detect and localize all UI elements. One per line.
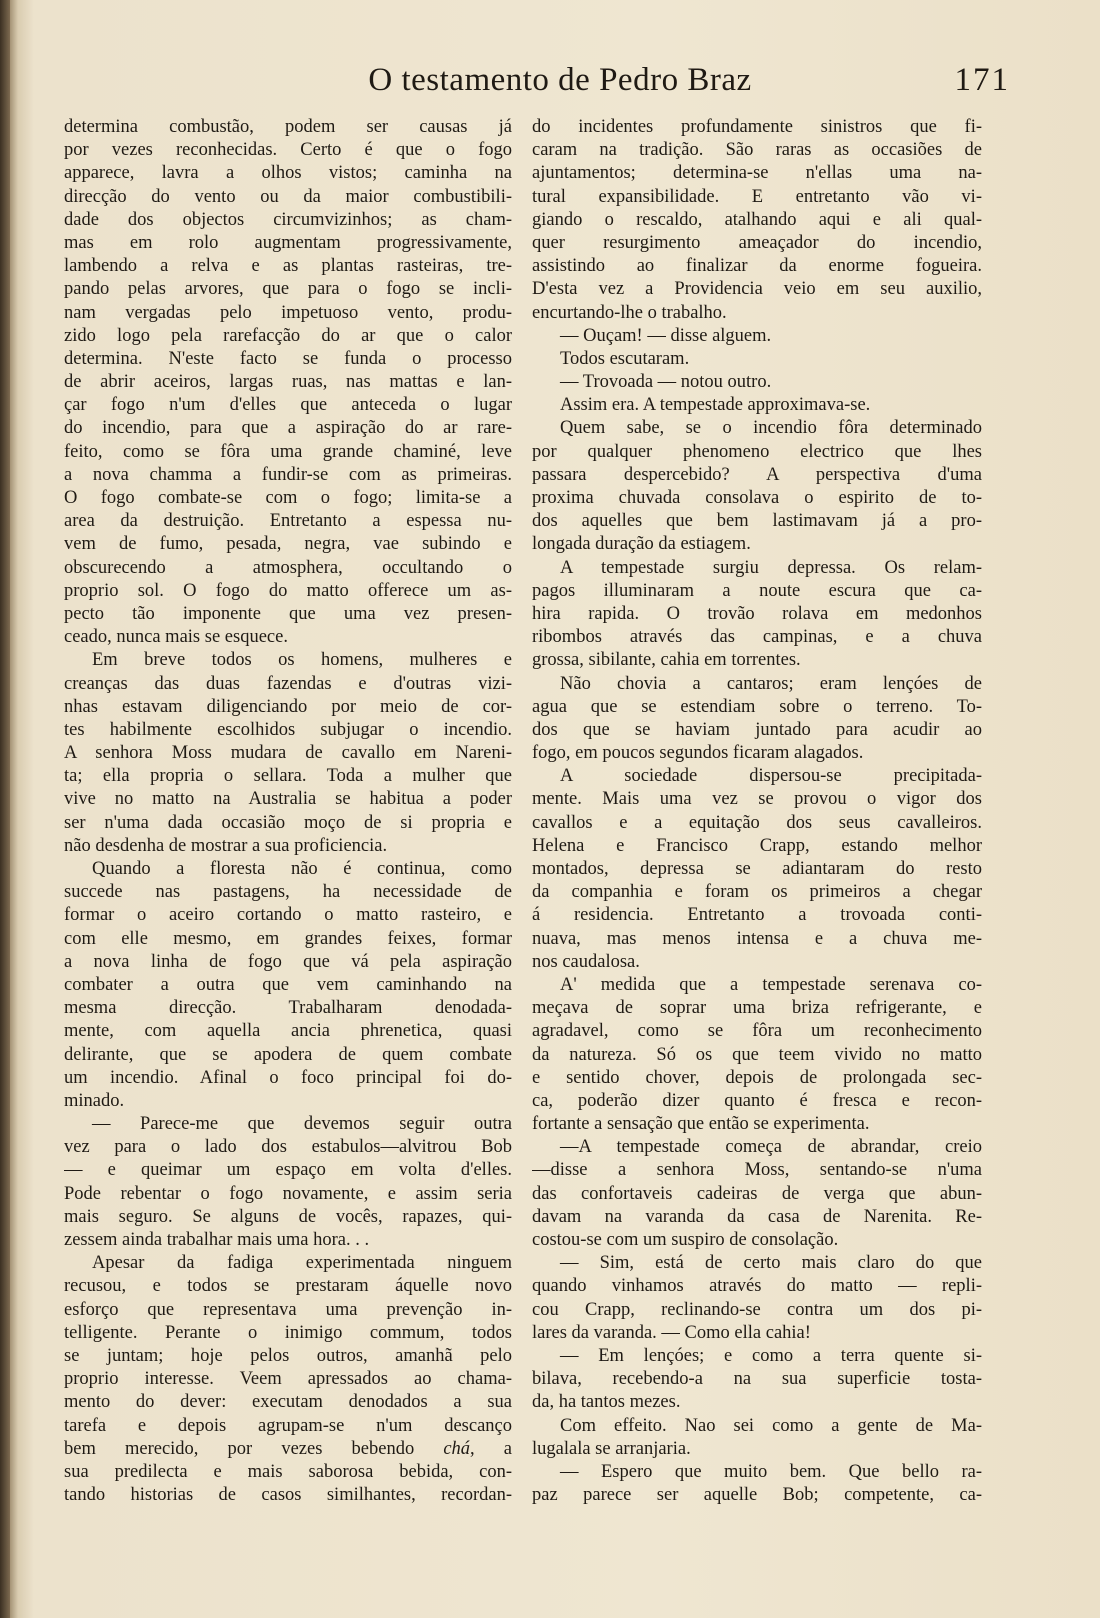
text-line: determina. N'este facto se funda o processo <box>64 348 512 369</box>
text-line: — Espero que muito bem. Que bello ra- <box>560 1461 982 1482</box>
text-line: lugalala se arranjaria. <box>532 1438 691 1459</box>
text-line: Pode rebentar o fogo novamente, e assim seria <box>64 1183 512 1204</box>
text-line: A senhora Moss mudara de cavallo em Nareni- <box>64 743 512 764</box>
text-line: feito, como se fôra uma grande chaminé, leve <box>64 441 512 462</box>
text-line: agradavel, como se fôra um reconhecimento <box>532 1021 982 1042</box>
text-line: D'esta vez a Providencia veio em seu auxilio, <box>532 279 982 300</box>
text-line: — Parece-me que devemos seguir outra <box>92 1114 512 1135</box>
text-line: nhas estavam diligenciando por meio de cor- <box>64 696 512 717</box>
text-line: succede nas pastagens, ha necessidade de <box>64 882 512 903</box>
text-line: ribombos através das campinas, e a chuva <box>532 627 982 648</box>
text-line: nos caudalosa. <box>532 951 640 972</box>
text-line: delirante, que se apodera de quem combate <box>64 1044 512 1065</box>
text-line: Apesar da fadiga experimentada ninguem <box>92 1253 512 1274</box>
text-line: da natureza. Só os que teem vivido no matto <box>532 1044 982 1065</box>
text-line: ca, poderão dizer quanto é fresca e recon- <box>532 1090 982 1111</box>
text-line: Todos escutaram. <box>560 348 690 369</box>
text-line: ajuntamentos; determina-se n'ellas uma na- <box>532 163 982 184</box>
text-line: dos aquelles que bem lastimavam já a pro- <box>532 511 982 532</box>
text-line: mento do dever: executam denodados a sua <box>64 1392 512 1413</box>
text-line: encurtando-lhe o trabalho. <box>532 302 727 323</box>
text-line: nuava, mas menos intensa e a chuva me- <box>532 928 982 949</box>
text-line: bem merecido, por vezes bebendo chá, a <box>64 1438 512 1459</box>
text-line: ceado, nunca mais se esquece. <box>64 627 288 648</box>
text-line: de abrir aceiros, largas ruas, nas mattas e lan- <box>64 372 512 393</box>
text-line: A tempestade surgiu depressa. Os relam- <box>560 557 982 578</box>
text-line: á residencia. Entretanto a trovoada conti- <box>532 905 982 926</box>
text-line: lambendo a relva e as plantas rasteiras, tre- <box>64 256 512 277</box>
text-line: sua predilecta e mais saborosa bebida, con- <box>64 1461 512 1482</box>
text-line: nam vergadas pelo impetuoso vento, produ- <box>64 302 512 323</box>
text-line: por qualquer phenomeno electrico que lhes <box>532 441 982 462</box>
text-line: formar o aceiro cortando o matto rasteiro, e <box>64 905 512 926</box>
text-line: Assim era. A tempestade approximava-se. <box>560 395 871 416</box>
text-line: Helena e Francisco Crapp, estando melhor <box>532 835 982 856</box>
text-line: fogo, em poucos segundos ficaram alagados. <box>532 743 864 764</box>
text-line: proxima chuvada consolava o espirito de to- <box>532 488 982 508</box>
text-line: vive no matto na Australia se habitua a poder <box>64 789 512 810</box>
text-line: ta; ella propria o sellara. Toda a mulher que <box>64 766 512 787</box>
text-line: passara despercebido? A perspectiva d'uma <box>532 464 982 485</box>
text-line: paz parece ser aquelle Bob; competente, ca- <box>532 1485 982 1506</box>
text-line: bilava, recebendo-a na sua superficie tosta- <box>532 1369 982 1390</box>
text-line: direcção do vento ou da maior combustibili- <box>64 186 512 207</box>
text-line: grossa, sibilante, cahia em torrentes. <box>532 650 801 671</box>
text-line: proprio interesse. Veem apressados ao chama- <box>64 1369 512 1390</box>
text-line: vez para o lado dos estabulos—alvitrou Bob <box>64 1137 512 1158</box>
text-line: combater a outra que vem caminhando na <box>64 974 512 995</box>
text-line: proprio sol. O fogo do matto offerece um as- <box>64 580 512 601</box>
text-line: —A tempestade começa de abrandar, creio <box>560 1137 982 1158</box>
text-line: caram na tradição. São raras as occasiões de <box>532 140 982 161</box>
text-line: determina combustão, podem ser causas já <box>64 117 512 137</box>
text-line: mente, com aquella ancia phrenetica, quasi <box>64 1021 512 1042</box>
text-line: —disse a senhora Moss, sentando-se n'uma <box>532 1160 982 1181</box>
text-line: a nova chamma a fundir-se com as primeiras. <box>64 464 512 485</box>
text-line: giando o rescaldo, atalhando aqui e ali qual- <box>532 209 982 230</box>
text-line: não desdenha de mostrar a sua proficiencia. <box>64 835 388 856</box>
book-spine-edge <box>0 0 10 1618</box>
page-number: 171 <box>954 62 1010 98</box>
text-line: mas em rolo augmentam progressivamente, <box>64 232 512 253</box>
text-line: Quando a floresta não é continua, como <box>92 859 512 879</box>
text-line: das confortaveis cadeiras de verga que abun- <box>532 1183 982 1204</box>
right-text-column <box>532 116 982 1507</box>
text-line: Em breve todos os homens, mulheres e <box>92 650 512 671</box>
page-header <box>60 62 1060 112</box>
text-line: — Em lençóes; e como a terra quente si- <box>560 1345 982 1366</box>
text-line: esforço que representava uma prevenção in- <box>64 1299 512 1320</box>
text-line: quer resurgimento ameaçador do incendio, <box>532 232 982 253</box>
text-line: Quem sabe, se o incendio fôra determinado <box>560 418 982 439</box>
text-line: com elle mesmo, em grandes feixes, formar <box>64 928 512 949</box>
text-line: obscurecendo a atmosphera, occultando o <box>64 557 512 578</box>
text-line: fortante a sensação que então se experimenta. <box>532 1114 870 1135</box>
text-line: çar fogo n'um d'elles que anteceda o lugar <box>64 395 512 416</box>
text-line: mais seguro. Se alguns de vocês, rapazes, qui- <box>64 1206 512 1227</box>
text-line: mesma direcção. Trabalharam denodada- <box>64 998 512 1019</box>
text-line: tes habilmente escolhidos subjugar o incendio. <box>64 719 512 740</box>
text-line: e sentido chover, depois de prolongada sec- <box>532 1067 982 1088</box>
text-line: telligente. Perante o inimigo commum, todos <box>64 1322 512 1343</box>
text-line: — Trovoada — notou outro. <box>560 372 772 393</box>
text-line: creanças das duas fazendas e d'outras vizi- <box>64 673 512 694</box>
italic-word: chá <box>443 1438 471 1459</box>
text-line: agua que se estendiam sobre o terreno. To- <box>532 696 982 717</box>
text-line: A' medida que a tempestade serenava co- <box>560 974 982 995</box>
text-line: hira rapida. O trovão rolava em medonhos <box>532 603 982 624</box>
text-line: assistindo ao finalizar da enorme fogueira. <box>532 256 982 277</box>
text-line: por vezes reconhecidas. Certo é que o fogo <box>64 140 512 161</box>
text-line: — Sim, está de certo mais claro do que <box>560 1253 982 1274</box>
text-line: — Ouçam! — disse alguem. <box>560 325 772 346</box>
text-line: zessem ainda trabalhar mais uma hora. . . <box>64 1230 370 1250</box>
text-line: tural expansibilidade. E entretanto vão vi- <box>532 186 982 207</box>
text-line: mente. Mais uma vez se provou o vigor dos <box>532 789 982 810</box>
text-line: um incendio. Afinal o foco principal foi do- <box>64 1067 512 1088</box>
text-line: — e queimar um espaço em volta d'elles. <box>64 1160 512 1181</box>
text-line: O fogo combate-se com o fogo; limita-se a <box>64 488 512 508</box>
text-line: quando vinhamos através do matto — repli- <box>532 1276 982 1297</box>
text-line: zido logo pela rarefacção do ar que o calor <box>64 325 512 346</box>
text-line: minado. <box>64 1090 125 1111</box>
text-line: davam na varanda da casa de Narenita. Re- <box>532 1206 982 1227</box>
text-line: dos que se haviam juntado para acudir ao <box>532 719 982 740</box>
text-line: do incendio, para que a aspiração do ar rare- <box>64 418 512 439</box>
text-line: do incidentes profundamente sinistros que fi- <box>532 117 982 137</box>
text-line: cou Crapp, reclinando-se contra um dos pi- <box>532 1299 982 1320</box>
text-line: Com effeito. Nao sei como a gente de Ma- <box>560 1415 982 1436</box>
text-line: vem de fumo, pesada, negra, vae subindo e <box>64 534 512 555</box>
text-line: tando historias de casos similhantes, recordan- <box>64 1485 512 1506</box>
text-line: pecto tão imponente que uma vez presen- <box>64 603 512 624</box>
text-line: apparece, lavra a olhos vistos; caminha na <box>64 163 512 184</box>
text-line: da companhia e foram os primeiros a chegar <box>532 882 982 903</box>
text-line: a nova linha de fogo que vá pela aspiração <box>64 951 512 972</box>
text-line: cavallos e a equitação dos seus cavalleiros. <box>532 812 982 833</box>
text-line: dade dos objectos circumvizinhos; as cham- <box>64 209 512 230</box>
text-line: longada duração da estiagem. <box>532 534 751 555</box>
text-line: meçava de soprar uma briza refrigerante, e <box>532 998 982 1019</box>
text-line: da, ha tantos mezes. <box>532 1392 681 1413</box>
running-title: O testamento de Pedro Braz <box>368 62 752 98</box>
text-line: area da destruição. Entretanto a espessa nu- <box>64 511 512 532</box>
text-line: A sociedade dispersou-se precipitada- <box>560 766 982 787</box>
text-line: costou-se com um suspiro de consolação. <box>532 1230 839 1250</box>
text-line: lares da varanda. — Como ella cahia! <box>532 1322 811 1343</box>
text-line: montados, depressa se adiantaram do resto <box>532 859 982 879</box>
text-line: se juntam; hoje pelos outros, amanhã pelo <box>64 1345 512 1366</box>
text-line: pagos illuminaram a noute escura que ca- <box>532 580 982 601</box>
text-line: Não chovia a cantaros; eram lençóes de <box>560 673 982 694</box>
left-text-column <box>64 116 512 1507</box>
text-line: recusou, e todos se prestaram áquelle novo <box>64 1276 512 1297</box>
text-line: ser n'uma dada occasião moço de si propria e <box>64 812 512 833</box>
text-line: pando pelas arvores, que para o fogo se incli- <box>64 279 512 300</box>
text-line: tarefa e depois agrupam-se n'um descanço <box>64 1415 512 1436</box>
